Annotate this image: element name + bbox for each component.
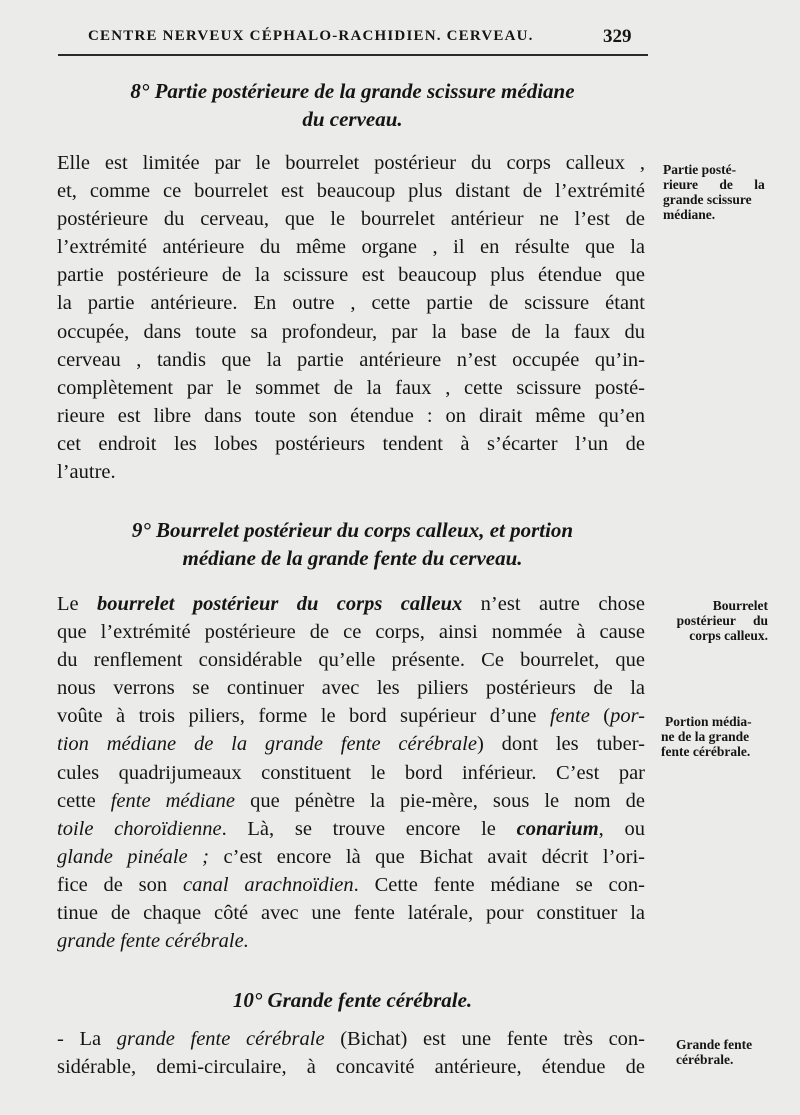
text-run: voûte à trois piliers, forme le bord supérieur d’une (57, 705, 550, 728)
section-9-heading (55, 516, 650, 572)
text-line (57, 871, 645, 899)
text-line: tinue de chaque côté avec une fente latérale, pour constituer la (57, 902, 645, 925)
margin-note-grande-fente (676, 1037, 781, 1067)
text-line: et, comme ce bourrelet est beaucoup plus distant de l’extrémité (57, 180, 645, 203)
text-line: du renflement considérable qu’elle présente. Ce bourrelet, que (57, 649, 645, 672)
margin-note-line: Partie posté- (663, 162, 737, 177)
margin-note-line: Grande fente (676, 1037, 753, 1052)
text-line: complètement par le sommet de la faux , cette scissure posté- (57, 376, 645, 399)
margin-note-line: fente cérébrale. (661, 744, 751, 759)
text-line (57, 1025, 645, 1053)
text-line: cules quadrijumeaux constituent le bord inférieur. C’est par (57, 761, 645, 784)
header-rule (58, 54, 648, 56)
margin-note-line: grande scissure (663, 192, 752, 207)
emphasis-run: bourrelet postérieur du corps calleux (97, 593, 463, 615)
text-run: , ou (598, 817, 645, 840)
section-8-heading-line-2: du cerveau. (302, 107, 403, 131)
emphasis-run: toile choroïdienne (57, 817, 222, 840)
margin-note-line: cérébrale. (676, 1052, 734, 1067)
margin-note-line: Bourrelet (712, 598, 768, 613)
emphasis-run: fente médiane (110, 789, 236, 812)
text-line: grande fente cérébrale. (57, 930, 249, 953)
text-line: occupée, dans toute sa profondeur, par la base de la faux du (57, 320, 645, 343)
text-line: postérieure du cerveau, que le bourrelet antérieur ne l’est de (57, 208, 645, 231)
text-run: . Cette fente médiane se con- (353, 873, 645, 896)
text-line: rieure est libre dans toute son étendue : on dirait même qu’en (57, 404, 645, 427)
text-line (57, 787, 645, 815)
emphasis-run: tion médiane de la grande fente cérébrale (57, 733, 477, 756)
emphasis-run: canal arachnoïdien (182, 873, 354, 896)
text-line (57, 702, 645, 730)
text-line: l’extrémité antérieure du même organe , il en résulte que la (57, 236, 645, 259)
section-8-heading-line-1: 8° Partie postérieure de la grande scissure médiane (130, 79, 575, 103)
text-line: nous verrons se continuer avec les piliers postérieurs de la (57, 677, 645, 700)
margin-note-line: ne de la grande (661, 729, 750, 744)
text-line: cet endroit les lobes postérieurs tendent à s’écarter l’un de (57, 432, 645, 455)
page-number: 329 (603, 26, 632, 47)
margin-note-partie-posterieure (663, 162, 763, 222)
margin-note-line: rieure de la (663, 177, 765, 192)
margin-note-portion-mediane (661, 714, 771, 759)
text-line: Elle est limitée par le bourrelet postérieur du corps calleux , (57, 152, 645, 174)
text-line (57, 590, 645, 618)
running-title: CENTRE NERVEUX CÉPHALO-RACHIDIEN. CERVEAU. (88, 28, 534, 44)
emphasis-run: conarium (516, 817, 599, 840)
text-line (57, 843, 645, 871)
text-line (57, 730, 645, 758)
text-line: que l’extrémité postérieure de ce corps, ainsi nommée à cause (57, 621, 645, 644)
section-8-paragraph (57, 149, 645, 486)
text-run: n’est autre chose (462, 593, 645, 615)
text-run: ( (589, 705, 611, 728)
text-run: - La (57, 1028, 117, 1050)
margin-note-bourrelet (668, 598, 768, 643)
text-line (57, 815, 645, 843)
text-run: que pénètre la pie-mère, sous le nom de (235, 789, 645, 812)
text-line: cerveau , tandis que la partie antérieure n’est occupée qu’in- (57, 348, 645, 371)
section-10-heading: 10° Grande fente cérébrale. (232, 988, 473, 1012)
text-line: la partie antérieure. En outre , cette partie de scissure étant (57, 292, 645, 315)
text-run: Le (57, 593, 98, 615)
text-run: c’est encore là que Bichat avait décrit l’ori- (209, 845, 645, 868)
emphasis-run: fente (549, 705, 590, 728)
text-line: partie postérieure de la scissure est beaucoup plus étendue que (57, 264, 645, 287)
section-9-paragraph (57, 590, 645, 955)
text-run: cette (57, 789, 111, 812)
text-run: fice de son (57, 873, 183, 896)
text-line: l’autre. (57, 461, 116, 484)
section-10-paragraph (57, 1025, 645, 1081)
emphasis-run: por- (610, 705, 645, 728)
margin-note-line: postérieur du (676, 613, 768, 628)
section-9-heading-line-1: 9° Bourrelet postérieur du corps calleux, et portion (131, 518, 574, 542)
emphasis-run: grande fente cérébrale (116, 1028, 325, 1050)
margin-note-line: corps calleux. (689, 628, 768, 643)
section-8-heading (55, 77, 650, 133)
text-run: . Là, se trouve encore le (221, 817, 517, 840)
section-9-heading-line-2: médiane de la grande fente du cerveau. (182, 546, 523, 570)
text-run: (Bichat) est une fente très con- (324, 1028, 646, 1050)
emphasis-run: glande pinéale ; (57, 845, 209, 868)
margin-note-line: Portion média- (665, 714, 752, 729)
text-line: sidérable, demi-circulaire, à concavité antérieure, étendue de (57, 1056, 645, 1079)
text-run: ) dont les tuber- (476, 733, 645, 756)
margin-note-line: médiane. (663, 207, 716, 222)
